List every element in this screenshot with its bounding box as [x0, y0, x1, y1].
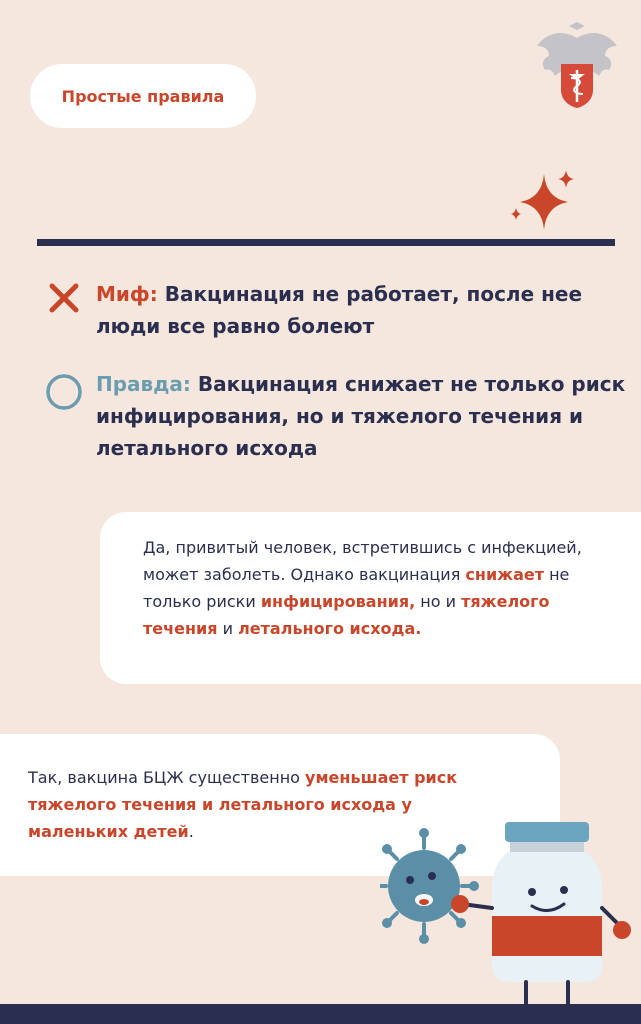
bcg-highlight: уменьшает риск тяжелого течения и летального исхода у маленьких детей	[28, 768, 458, 841]
explanation-part: но и	[415, 592, 462, 611]
myth-label: Миф:	[96, 282, 158, 306]
truth-text: Вакцинация снижает не только риск инфицирования, но и тяжелого течения и летального исхода	[96, 372, 626, 460]
explanation-highlight: тяжелого течения	[143, 592, 550, 638]
explanation-text	[143, 534, 583, 642]
truth-label: Правда:	[96, 372, 191, 396]
footer-bar	[0, 1004, 641, 1024]
explanation-highlight: инфицирования,	[260, 592, 416, 611]
myth-statement	[96, 278, 616, 342]
vaccine-bottle-icon	[451, 822, 631, 1006]
explanation-highlight: снижает	[465, 565, 544, 584]
explanation-part: и	[217, 619, 239, 638]
virus-icon	[380, 828, 479, 944]
section-divider	[37, 239, 615, 246]
cross-icon	[48, 282, 80, 314]
vaccine-vs-virus-illustration	[380, 818, 641, 1018]
ministry-emblem-icon	[531, 20, 623, 112]
explanation-highlight: летального исхода.	[238, 619, 422, 638]
truth-statement	[96, 368, 626, 464]
myth-text: Вакцинация не работает, после нее люди все равно болеют	[96, 282, 583, 338]
explanation-part: Да, привитый человек, встретившись с инфекцией, может заболеть. Однако вакцинация	[143, 538, 582, 584]
circle-icon	[44, 372, 84, 412]
bcg-part: Так, вакцина БЦЖ существенно	[28, 768, 306, 787]
explanation-card	[100, 512, 641, 684]
topic-badge-label: Простые правила	[61, 86, 225, 106]
bcg-part: .	[188, 822, 194, 841]
topic-badge	[30, 64, 256, 128]
explanation-part: не только риски	[143, 565, 570, 611]
sparkles-icon	[500, 160, 590, 240]
